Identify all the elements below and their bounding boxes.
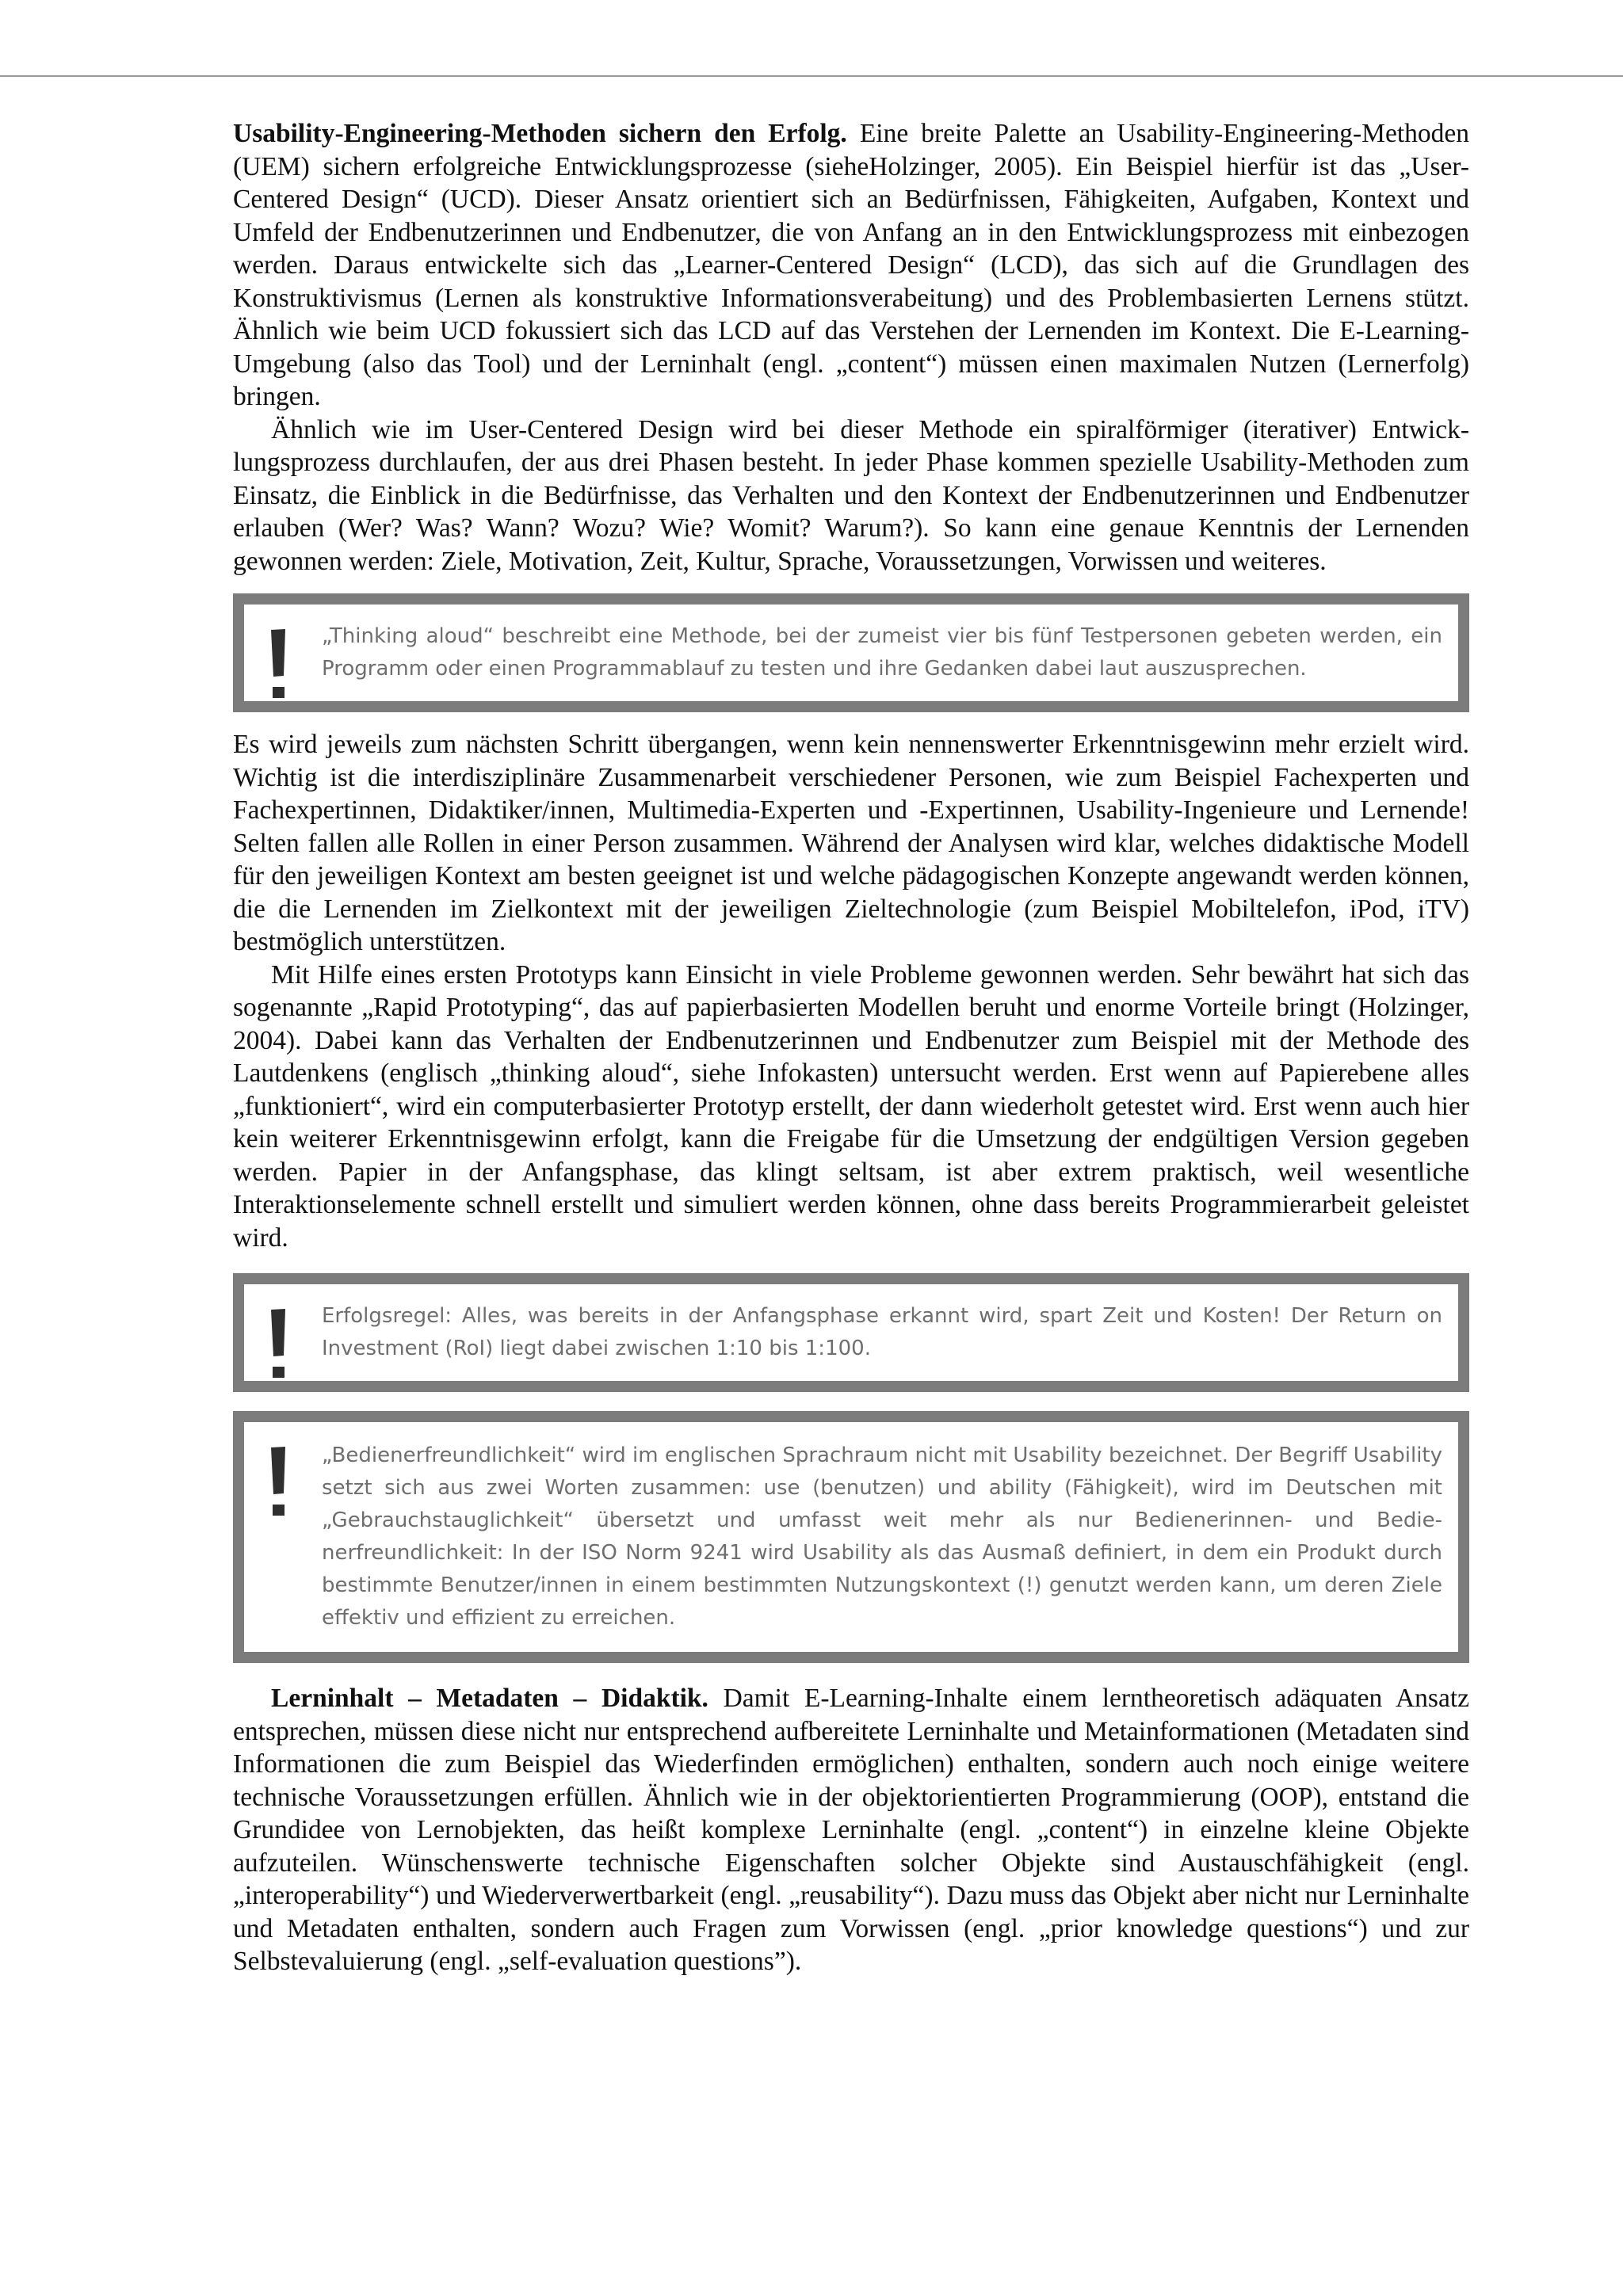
paragraph-heading-learning-content: Lerninhalt – Metadaten – Didaktik. <box>271 1684 708 1713</box>
infobox-thinking-aloud <box>233 593 1469 712</box>
infobox-text: „Bedienerfreundlichkeit“ wird im englischen Sprachraum nicht mit Usability bezeichnet. Der Begriff Usability setzt sich aus zwei Worten zusammen: use (benutzen) und ability (Fähigkeit), wird im Deutschen mit „Gebrauchstauglichkeit“ übersetzt und umfasst weit mehr als nur Bedienerinnen- und Bedienerfreundlichkeit: In der ISO Norm 9241 wird Usability als das Ausmaß definiert, in dem ein Produkt durch bestimmte Benutzer/innen in einem bestimmten Nutzungskontext (!) genutzt werden kann, um deren Ziele effektiv und effizient zu erreichen. <box>322 1444 1442 1630</box>
page-content <box>233 117 1469 1978</box>
paragraph-prototyping: Mit Hilfe eines ersten Prototyps kann Einsicht in viele Probleme gewonnen werden. Sehr bewährt hat sich das sogenannte „Rapid Prototyping“, das auf papierbasierten Modellen beruht und enorme Vorteile bringt (Holzinger, 2004). Dabei kann das Verhalten der Endbenutzerinnen und Endbenutzer zum Beispiel mit der Methode des Lautdenkens (englisch „thinking aloud“, siehe Infokasten) untersucht werden. Erst wenn auf Papierebene alles „funktioniert“, wird ein computerbasierter Prototyp erstellt, der dann wiederholt getestet wird. Erst wenn auch hier kein weiterer Erkenntnisgewinn erfolgt, kann die Freigabe für die Umsetzung der endgültigen Version gegeben werden. Papier in der Anfangsphase, das klingt seltsam, ist aber extrem praktisch, weil wesentliche Interaktionselemente schnell erstellt und simuliert werden können, ohne dass bereits Programmierarbeit geleistet wird. <box>233 959 1469 1253</box>
exclamation-icon <box>266 1306 290 1386</box>
infobox-success-rule <box>233 1273 1469 1392</box>
paragraph-uem <box>233 117 1469 414</box>
paragraph-interdisciplinary: Es wird jeweils zum nächsten Schritt übergangen, wenn kein nennenswerter Erkenntnisgewinn mehr erzielt wird. Wichtig ist die interdisziplinäre Zusammenarbeit verschiedener Personen, wie zum Beispiel Fachexperten und Fachexpertinnen, Didaktiker/innen, Multimedia-Experten und -Expertinnen, Usability-Ingenieure und Lernende! Selten fallen alle Rollen in einer Person zusammen. Während der Analysen wird klar, welches didaktische Modell für den jeweiligen Kontext am besten geeignet ist und welche pädagogischen Konzepte angewandt werden können, die die Lernenden im Zielkontext mit der jeweiligen Zieltechnologie (zum Beispiel Mobiltelefon, iPod, iTV) bestmöglich unterstützen. <box>233 730 1469 956</box>
exclamation-icon <box>266 1444 290 1524</box>
paragraph-iterative-process: Ähnlich wie im User-Centered Design wird bei dieser Methode ein spiralförmiger (iterativer) Entwicklungsprozess durchlaufen, der aus drei Phasen besteht. In jeder Phase kommen spezielle Usability-Methoden zum Einsatz, die Einblick in die Bedürfnisse, das Verhalten und den Kontext der Endbenutzerinnen und Endbenutzer erlauben (Wer? Was? Wann? Wozu? Wie? Womit? Warum?). So kann eine genaue Kenntnis der Lernenden gewonnen werden: Ziele, Motivation, Zeit, Kultur, Sprache, Voraussetzungen, Vorwissen und weiteres. <box>233 414 1469 576</box>
paragraph-heading-uem: Usability-Engineering-Methoden sichern den Erfolg. <box>233 119 847 148</box>
infobox-text: Erfolgsregel: Alles, was bereits in der Anfangsphase erkannt wird, spart Zeit und Kosten! Der Return on Investment (RoI) liegt dabei zwischen 1:10 bis 1:100. <box>322 1304 1442 1360</box>
infobox-text: „Thinking aloud“ beschreibt eine Methode, bei der zumeist vier bis fünf Testpersonen gebeten werden, ein Programm oder einen Programmablauf zu testen und ihre Gedanken dabei laut auszusprechen. <box>322 624 1442 681</box>
exclamation-icon <box>266 627 290 706</box>
paragraph-text-uem: Eine breite Palette an Usability-Engineering-Methoden (UEM) sichern erfolgreiche Entwicklungsprozesse (sieheHolzinger, 2005). Ein Beispiel hierfür ist das „User-Centered Design“ (UCD). Dieser Ansatz orientiert sich an Bedürfnissen, Fähigkeiten, Aufgaben, Kontext und Umfeld der Endbenutzerinnen und Endbenutzer, die von Anfang an in den Entwicklungsprozess mit einbezogen werden. Daraus entwickelte sich das „Learner-Centered Design“ (LCD), das sich auf die Grundlagen des Konstruktivismus (Lernen als konstruktive Informationsverabeitung) und des Problembasierten Lernens stützt. Ähnlich wie beim UCD fokussiert sich das LCD auf das Verstehen der Lernenden im Kontext. Die E-Learning-Umgebung (also das Tool) und der Lerninhalt (engl. „content“) müssen einen maximalen Nutzen (Lernerfolg) bringen. <box>233 119 1470 411</box>
paragraph-text-learning-content: Damit E-Learning-Inhalte einem lerntheoretisch adäquaten Ansatz entsprechen, müssen diese nicht nur entsprechend aufbereitete Lerninhalte und Metainformationen (Metadaten sind Informationen die zum Beispiel das Wiederfinden ermöglichen) enthalten, sondern auch noch einige weitere technische Voraussetzungen erfüllen. Ähnlich wie in der objektorientierten Programmierung (OOP), entstand die Grundidee von Lernobjekten, das heißt komplexe Lerninhalte (engl. „content“) in einzelne kleine Objekte aufzuteilen. Wünschenswerte technische Eigenschaften solcher Objekte sind Austauschfähigkeit (engl. „interoperability“) und Wiederverwertbarkeit (engl. „reusability“). Dazu muss das Objekt aber nicht nur Lerninhalte und Metadaten enthalten, sondern auch Fragen zum Vorwissen (engl. „prior knowledge questions“) und zur Selbstevaluierung (engl. „self-evaluation questions”). <box>233 1684 1469 1976</box>
paragraph-learning-content <box>233 1682 1469 1978</box>
infobox-usability-definition <box>233 1411 1469 1663</box>
header-rule <box>0 75 1623 77</box>
